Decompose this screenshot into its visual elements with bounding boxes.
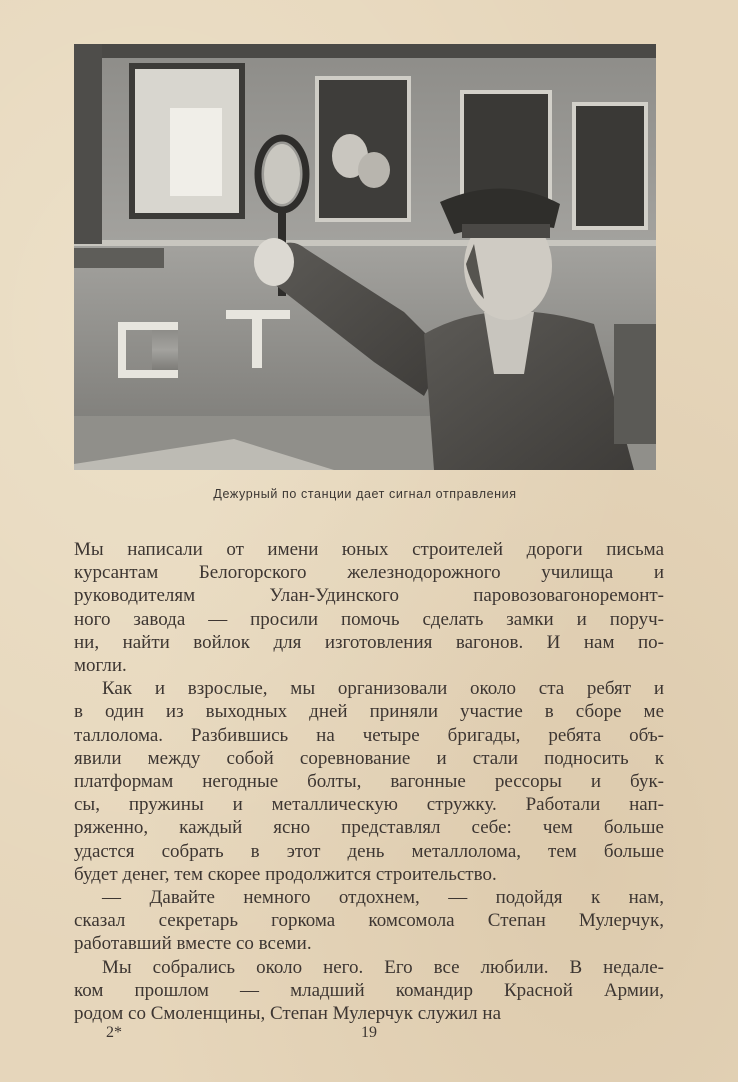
text-line: — Давайте немного отдохнем, — подойдя к нам, (102, 887, 664, 909)
signature-mark: 2* (106, 1024, 122, 1041)
text-line: платформам негодные болты, вагонные рессоры и бук- (74, 771, 664, 793)
paragraph (74, 677, 664, 886)
text-line: Мы собрались около него. Его все любили. В недале- (102, 956, 664, 978)
photo-illustration (74, 44, 656, 470)
text-line: Мы написали от имени юных строителей дороги письма (74, 539, 664, 560)
text-line: явили между собой соревнование и стали подносить к (74, 747, 664, 769)
body-text (74, 538, 664, 1025)
text-line: сказал секретарь горкома комсомола Степан Мулерчук, (74, 910, 664, 932)
text-line: ком прошлом — младший командир Красной Армии, (74, 979, 664, 1001)
page-number: 19 (361, 1024, 377, 1041)
text-line: ни, найти войлок для изготовления вагонов. И нам по- (74, 631, 664, 653)
text-line: будет денег, тем скорее продолжится строительство. (74, 863, 497, 885)
text-line: родом со Смоленщины, Степан Мулерчук служил на (74, 1003, 502, 1025)
paragraph (74, 956, 664, 1026)
text-line: работавший вместе со всеми. (74, 933, 312, 955)
text-line: Как и взрослые, мы организовали около ста ребят и (102, 678, 664, 700)
text-line: ряженно, каждый ясно представлял себе: чем больше (74, 817, 664, 839)
text-line: в один из выходных дней приняли участие в сборе ме (74, 701, 664, 723)
text-line: курсантам Белогорского железнодорожного училища и (74, 562, 664, 584)
text-line: руководителям Улан-Удинского паровозовагоноремонт- (74, 585, 664, 607)
text-line: ного завода — просили помочь сделать замки и поруч- (74, 608, 664, 630)
photo-caption: Дежурный по станции дает сигнал отправления (213, 487, 517, 501)
text-line: таллолома. Разбившись на четыре бригады, ребята объ- (74, 724, 664, 746)
text-line: удастся собрать в этот день металлолома, тем больше (74, 840, 664, 862)
photograph (74, 44, 656, 470)
text-line: сы, пружины и металлическую стружку. Работали нап- (74, 794, 664, 816)
paragraph (74, 886, 664, 956)
text-line: могли. (74, 655, 127, 677)
paragraph (74, 538, 664, 677)
